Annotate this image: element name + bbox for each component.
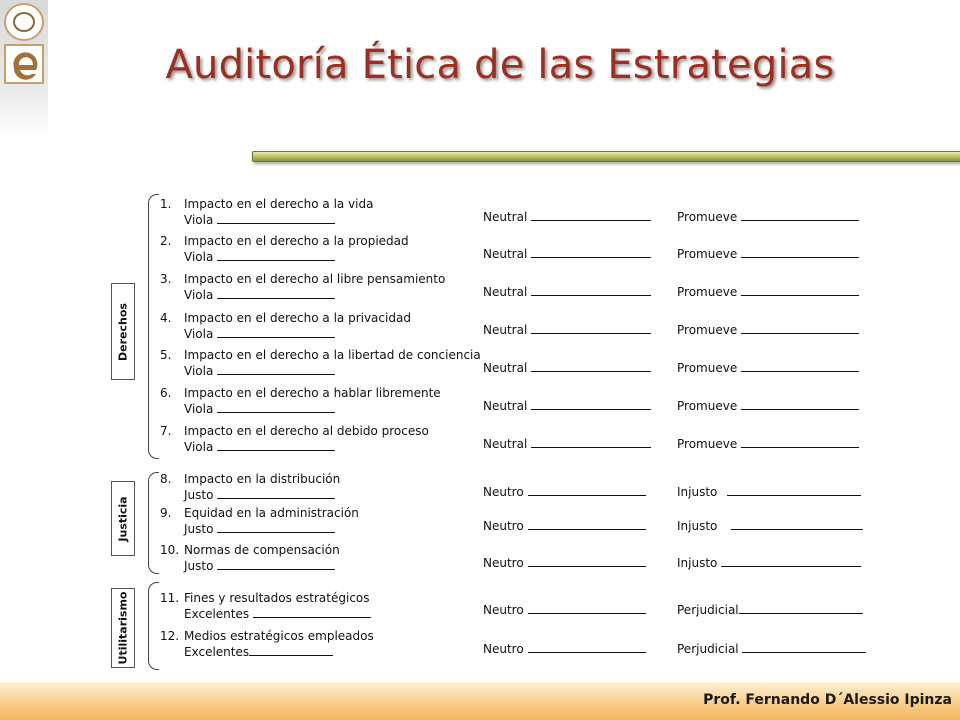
promueve-option: Promueve [677,246,859,262]
excelentes-blank[interactable] [249,644,333,656]
neutro-option: Neutro [483,602,646,618]
criterion-item: 8. Impacto en la distribución Justo [160,472,341,502]
injusto-blank[interactable] [731,518,863,530]
injusto-blank[interactable] [727,484,861,496]
group-label-utilitarismo: Utilitarismo [111,588,135,668]
neutral-option: Neutral [483,360,651,376]
injusto-option: Injusto [677,518,863,534]
neutral-option: Neutral [483,209,651,225]
criterion-item: 10. Normas de compensación Justo [160,543,340,573]
university-seal-logo [4,3,44,41]
neutral-blank[interactable] [531,246,651,258]
neutral-option: Neutral [483,284,651,300]
viola-blank[interactable] [217,401,335,413]
neutro-option: Neutro [483,484,646,500]
neutral-option: Neutral [483,436,651,452]
criterion-item: 4. Impacto en el derecho a la privacidad Viola [160,311,411,341]
promueve-option: Promueve [677,322,859,338]
justo-blank[interactable] [217,487,335,499]
neutral-option: Neutral [483,322,651,338]
promueve-option: Promueve [677,398,859,414]
brace-justicia [148,472,159,574]
promueve-blank[interactable] [741,322,859,334]
neutral-blank[interactable] [531,284,651,296]
criterion-item: 7. Impacto en el derecho al debido proceso Viola [160,424,429,454]
promueve-option: Promueve [677,209,859,225]
neutro-option: Neutro [483,555,646,571]
promueve-blank[interactable] [741,284,859,296]
injusto-blank[interactable] [721,555,861,567]
neutral-blank[interactable] [531,398,651,410]
promueve-blank[interactable] [741,209,859,221]
neutral-blank[interactable] [531,322,651,334]
neutro-blank[interactable] [528,602,646,614]
criterion-item: 6. Impacto en el derecho a hablar libremente Viola [160,386,441,416]
criterion-item: 2. Impacto en el derecho a la propiedad Viola [160,234,409,264]
neutro-blank[interactable] [528,641,646,653]
promueve-blank[interactable] [741,360,859,372]
promueve-option: Promueve [677,436,859,452]
viola-blank[interactable] [217,363,335,375]
neutral-blank[interactable] [531,360,651,372]
perjudicial-option: Perjudicial [677,641,866,657]
perjudicial-option: Perjudicial [677,602,863,618]
criterion-item: 11. Fines y resultados estratégicos Excelentes [160,591,370,621]
brace-utilitarismo [148,582,159,670]
promueve-blank[interactable] [741,398,859,410]
brace-derechos [148,194,159,459]
viola-blank[interactable] [217,287,335,299]
viola-blank[interactable] [217,249,335,261]
perjudicial-blank[interactable] [742,641,866,653]
promueve-blank[interactable] [741,246,859,258]
criterion-item: 12. Medios estratégicos empleados Excelentes [160,629,374,659]
promueve-option: Promueve [677,284,859,300]
neutral-option: Neutral [483,398,651,414]
group-label-derechos: Derechos [111,283,135,380]
promueve-option: Promueve [677,360,859,376]
neutro-option: Neutro [483,641,646,657]
centrum-e-logo [4,44,44,84]
neutral-option: Neutral [483,246,651,262]
neutro-blank[interactable] [528,555,646,567]
page-title: Auditoría Ética de las Estrategias [165,42,835,88]
neutro-option: Neutro [483,518,646,534]
viola-blank[interactable] [217,439,335,451]
perjudicial-blank[interactable] [739,602,863,614]
excelentes-blank[interactable] [253,606,371,618]
group-label-justicia: Justicia [111,481,135,556]
criterion-item: 3. Impacto en el derecho al libre pensamiento Viola [160,272,446,302]
title-accent-bar [252,151,960,162]
injusto-option: Injusto [677,555,861,571]
author-footer: Prof. Fernando D´Alessio Ipinza [703,692,952,708]
justo-blank[interactable] [217,521,335,533]
neutral-blank[interactable] [531,209,651,221]
viola-blank[interactable] [217,212,335,224]
criterion-item: 5. Impacto en el derecho a la libertad de conciencia Viola [160,348,481,378]
neutral-blank[interactable] [531,436,651,448]
justo-blank[interactable] [217,558,335,570]
viola-blank[interactable] [217,326,335,338]
criterion-item: 9. Equidad en la administración Justo [160,506,359,536]
neutro-blank[interactable] [528,518,646,530]
criterion-item: 1. Impacto en el derecho a la vida Viola [160,197,374,227]
promueve-blank[interactable] [741,436,859,448]
injusto-option: Injusto [677,484,861,500]
neutro-blank[interactable] [528,484,646,496]
